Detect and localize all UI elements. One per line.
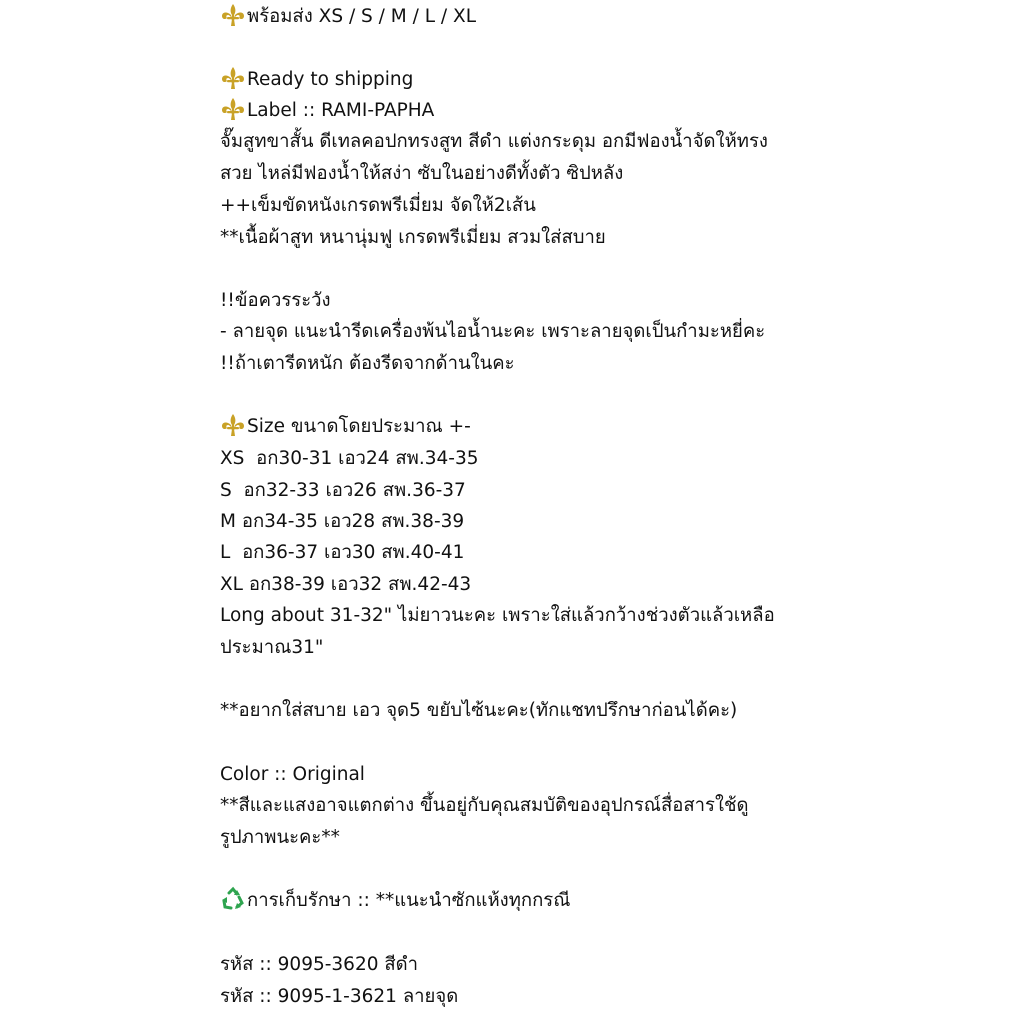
line-size-xs: XS อก30-31 เอว24 สพ.34-35 xyxy=(220,448,479,469)
line-size-title xyxy=(220,412,471,442)
fleur-de-lis-icon xyxy=(220,96,246,122)
fleur-de-lis-icon xyxy=(220,412,246,438)
recycle-icon xyxy=(220,886,246,912)
line-long2: ประมาณ31" xyxy=(220,637,324,658)
line-desc2: สวย ไหล่มีฟองน้ำให้สง่า ซับในอย่างดีทั้งตัว ซิปหลัง xyxy=(220,163,624,184)
fleur-de-lis-icon xyxy=(220,2,246,28)
line-color-note2: รูปภาพนะคะ** xyxy=(220,827,340,848)
line-color-note1: **สีและแสงอาจแตกต่าง ขึ้นอยู่กับคุณสมบัติของอุปกรณ์สื่อสารใช้ดู xyxy=(220,795,749,816)
line-size-s: S อก32-33 เอว26 สพ.36-37 xyxy=(220,480,466,501)
care-text: การเก็บรักษา :: **แนะนำซักแห้งทุกกรณี xyxy=(247,890,571,911)
line-desc1: จั๊มสูทขาสั้น ดีเทลคอปกทรงสูท สีดำ แต่งกระดุม อกมีฟองน้ำจัดให้ทรง xyxy=(220,131,768,152)
line-caution1: - ลายจุด แนะนำรีดเครื่องพ้นไอน้ำนะคะ เพราะลายจุดเป็นกำมะหยี่คะ xyxy=(220,321,766,342)
line-ready-sizes xyxy=(220,2,476,32)
line-code1: รหัส :: 9095-3620 สีดำ xyxy=(220,954,419,975)
line-desc3: ++เข็มขัดหนังเกรดพรีเมี่ยม จัดให้2เส้น xyxy=(220,195,536,216)
line-comfort: **อยากใส่สบาย เอว จุด5 ขยับไซ้นะคะ(ทักแชทปรึกษาก่อนได้คะ) xyxy=(220,700,738,721)
line-caution2: !!ถ้าเตารีดหนัก ต้องรีดจากด้านในคะ xyxy=(220,353,515,374)
ready-en-text: Ready to shipping xyxy=(247,69,414,90)
line-care xyxy=(220,886,570,916)
ready-sizes-text: พร้อมส่ง XS / S / M / L / XL xyxy=(247,6,477,27)
line-size-xl: XL อก38-39 เอว32 สพ.42-43 xyxy=(220,574,472,595)
size-title-text: Size ขนาดโดยประมาณ +- xyxy=(247,416,471,437)
line-size-l: L อก36-37 เอว30 สพ.40-41 xyxy=(220,542,465,563)
label-text: Label :: RAMI-PAPHA xyxy=(247,100,435,121)
line-long1: Long about 31-32" ไม่ยาวนะคะ เพราะใส่แล้วกว้างช่วงตัวแล้วเหลือ xyxy=(220,605,775,626)
fleur-de-lis-icon xyxy=(220,65,246,91)
line-ready-en xyxy=(220,65,413,95)
line-caution-title: !!ข้อควรระวัง xyxy=(220,290,331,311)
line-color: Color :: Original xyxy=(220,764,365,785)
line-code2: รหัส :: 9095-1-3621 ลายจุด xyxy=(220,986,459,1007)
line-desc4: **เนื้อผ้าสูท หนานุ่มฟู เกรดพรีเมี่ยม สวมใส่สบาย xyxy=(220,227,606,248)
line-size-m: M อก34-35 เอว28 สพ.38-39 xyxy=(220,511,465,532)
line-label xyxy=(220,96,434,126)
